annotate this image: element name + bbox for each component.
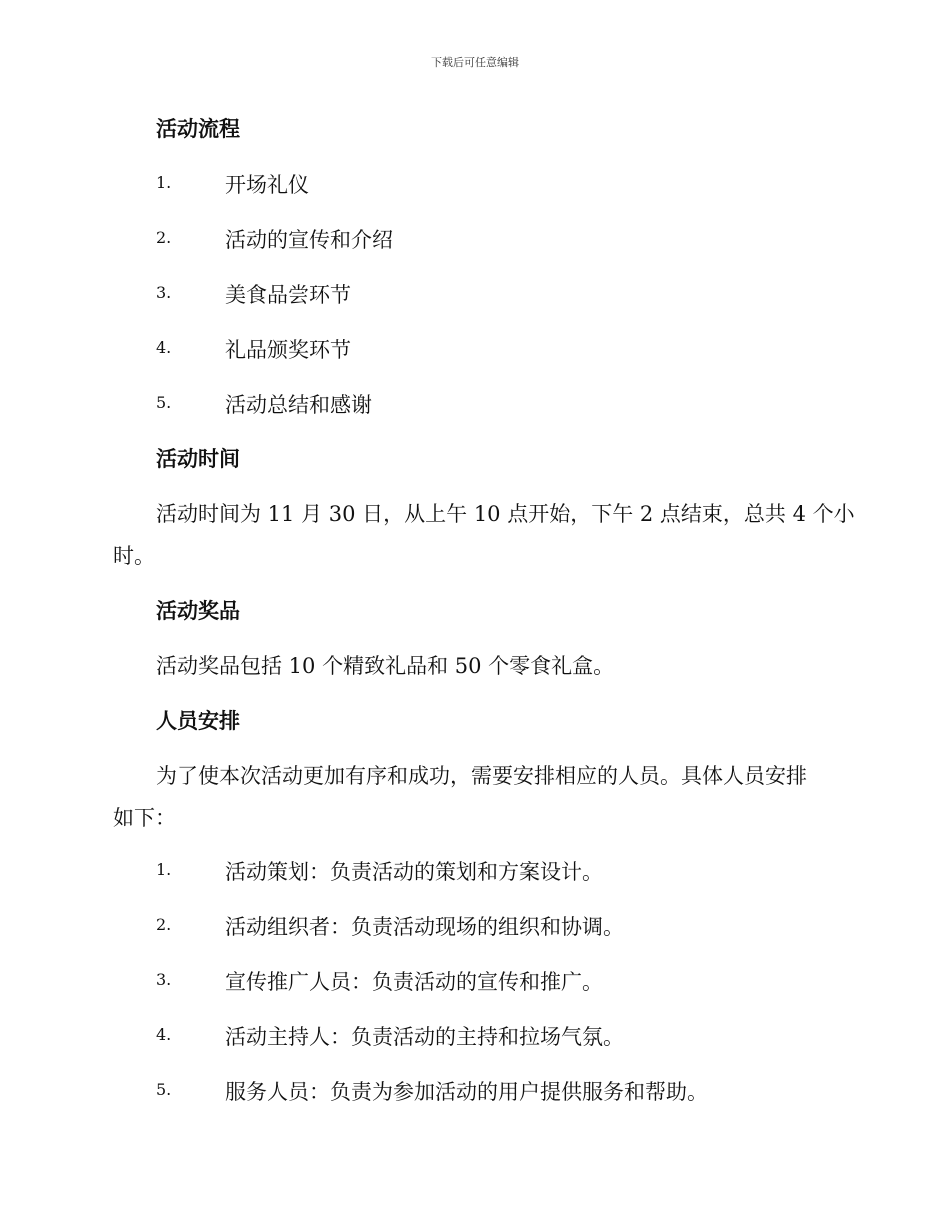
list-item: 活动的宣传和介绍	[225, 228, 393, 252]
paragraph-line: 活动时间为 11 月 30 日，从上午 10 点开始，下午 2 点结束，总共 4 个小	[156, 502, 855, 526]
list-number: 2.	[156, 915, 172, 934]
list-number: 4.	[156, 338, 172, 357]
section-heading-prizes: 活动奖品	[156, 598, 240, 623]
list-number: 3.	[156, 970, 172, 989]
paragraph-line: 活动奖品包括 10 个精致礼品和 50 个零食礼盒。	[156, 654, 615, 678]
list-item: 活动策划：负责活动的策划和方案设计。	[225, 860, 603, 884]
section-heading-process: 活动流程	[156, 116, 240, 141]
list-item: 礼品颁奖环节	[225, 338, 351, 362]
list-item: 活动组织者：负责活动现场的组织和协调。	[225, 915, 624, 939]
page-header: 下载后可任意编辑	[431, 56, 519, 69]
section-heading-time: 活动时间	[156, 446, 240, 471]
list-number: 4.	[156, 1025, 172, 1044]
list-item: 服务人员：负责为参加活动的用户提供服务和帮助。	[225, 1080, 708, 1104]
list-item: 开场礼仪	[225, 173, 309, 197]
list-item: 活动总结和感谢	[225, 393, 372, 417]
paragraph-line: 为了使本次活动更加有序和成功，需要安排相应的人员。具体人员安排	[156, 764, 807, 788]
list-item: 美食品尝环节	[225, 283, 351, 307]
list-number: 1.	[156, 173, 172, 192]
list-number: 2.	[156, 228, 172, 247]
list-number: 3.	[156, 283, 172, 302]
list-item: 活动主持人：负责活动的主持和拉场气氛。	[225, 1025, 624, 1049]
list-number: 5.	[156, 393, 172, 412]
list-number: 5.	[156, 1080, 172, 1099]
section-heading-staff: 人员安排	[156, 708, 240, 733]
list-item: 宣传推广人员：负责活动的宣传和推广。	[225, 970, 603, 994]
paragraph-line: 时。	[113, 544, 155, 568]
list-number: 1.	[156, 860, 172, 879]
paragraph-line: 如下：	[113, 806, 176, 830]
